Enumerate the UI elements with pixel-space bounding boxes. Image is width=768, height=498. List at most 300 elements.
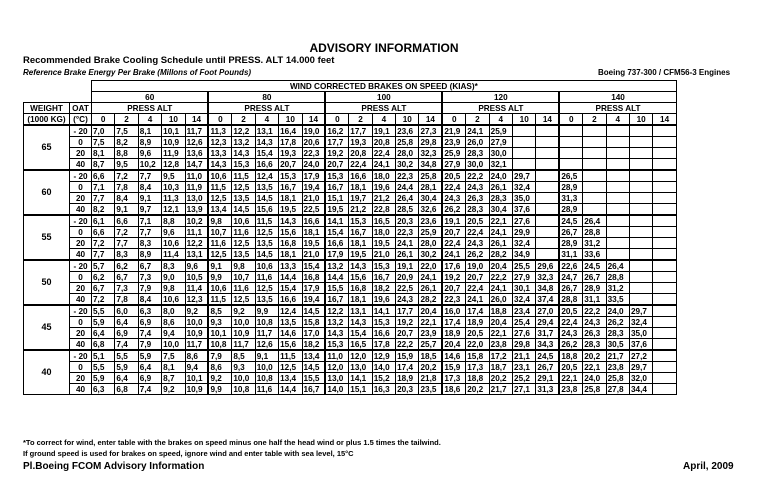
energy-value: 13,5 (279, 317, 302, 328)
energy-value: 18,1 (302, 227, 325, 238)
energy-value: 20,5 (559, 362, 582, 373)
energy-value: 22,4 (442, 182, 465, 193)
energy-value: 26,1 (489, 238, 512, 249)
energy-value: 18,9 (396, 373, 419, 384)
energy-value: 20,8 (349, 148, 372, 159)
energy-value: 13,1 (349, 305, 372, 317)
speed-label: 120 (442, 92, 559, 103)
energy-value: 37,6 (513, 204, 536, 216)
energy-value: 29,8 (513, 339, 536, 351)
energy-value: 9,9 (208, 272, 231, 283)
energy-value (583, 148, 606, 159)
energy-value: 9,4 (162, 328, 185, 339)
energy-value: 15,6 (349, 272, 372, 283)
energy-value: 10,8 (255, 317, 278, 328)
energy-value (653, 137, 676, 148)
energy-value: 17,7 (396, 305, 419, 317)
table-row (24, 238, 677, 249)
energy-value (653, 362, 676, 373)
footer-source: Pl.Boeing FCOM Advisory Information (23, 461, 205, 472)
energy-value: 8,0 (162, 305, 185, 317)
energy-value (629, 272, 652, 283)
energy-value: 15,3 (232, 159, 255, 171)
energy-value: 21,1 (513, 350, 536, 362)
energy-value: 22,4 (466, 227, 489, 238)
energy-value: 15,3 (349, 215, 372, 227)
alt-label: 0 (208, 114, 231, 126)
energy-value: 24,1 (442, 249, 465, 261)
energy-value: 14,3 (325, 328, 348, 339)
energy-value (536, 182, 559, 193)
energy-value (536, 148, 559, 159)
energy-value: 25,5 (513, 260, 536, 272)
oat-cell: - 20 (70, 305, 92, 317)
energy-value: 18,1 (279, 249, 302, 261)
energy-value (629, 170, 652, 182)
energy-value: 20,4 (419, 305, 442, 317)
energy-value: 8,3 (162, 260, 185, 272)
energy-value: 12,5 (232, 294, 255, 306)
energy-value (606, 159, 629, 171)
energy-value: 16,6 (302, 215, 325, 227)
energy-value: 8,6 (185, 350, 208, 362)
energy-value: 32,1 (489, 159, 512, 171)
alt-label: 4 (255, 114, 278, 126)
press-alt-header: PRESS ALT (325, 103, 442, 114)
energy-value: 13,3 (208, 148, 231, 159)
energy-value: 10,8 (255, 373, 278, 384)
energy-value: 7,5 (115, 125, 138, 137)
energy-value: 8,4 (138, 294, 161, 306)
table-row (24, 373, 677, 384)
energy-value: 11,7 (232, 339, 255, 351)
energy-value: 26,2 (606, 317, 629, 328)
oat-cell: - 20 (70, 260, 92, 272)
table-row (24, 193, 677, 204)
energy-value: 32,4 (513, 182, 536, 193)
energy-value (629, 238, 652, 249)
energy-value: 22,5 (302, 204, 325, 216)
energy-value: 21,2 (372, 193, 395, 204)
footnote-ground-speed: If ground speed is used for brakes on speed, ignore wind and enter table with sea level, 15°C (23, 449, 354, 458)
energy-value: 12,5 (255, 227, 278, 238)
oat-cell: 20 (70, 193, 92, 204)
energy-value: 20,2 (583, 350, 606, 362)
energy-value: 11,5 (279, 350, 302, 362)
energy-value: 19,4 (302, 294, 325, 306)
energy-value: 15,9 (442, 362, 465, 373)
energy-value: 24,0 (583, 373, 606, 384)
table-row (24, 249, 677, 261)
speed-label: 100 (325, 92, 442, 103)
corner-blank-2 (24, 92, 92, 103)
energy-value (606, 215, 629, 227)
energy-value: 10,3 (162, 182, 185, 193)
energy-value: 30,5 (606, 339, 629, 351)
weight-cell: 55 (24, 215, 70, 260)
energy-value: 9,0 (162, 272, 185, 283)
energy-value: 10,0 (232, 373, 255, 384)
energy-value: 18,2 (302, 339, 325, 351)
energy-value: 19,0 (302, 125, 325, 137)
energy-value: 28,8 (583, 227, 606, 238)
energy-value: 15,5 (302, 373, 325, 384)
table-row (24, 317, 677, 328)
energy-value: 7,5 (92, 137, 115, 148)
energy-value: 11,9 (185, 182, 208, 193)
energy-value: 16,8 (279, 238, 302, 249)
energy-value: 25,8 (606, 373, 629, 384)
energy-value (629, 159, 652, 171)
energy-value: 9,8 (162, 283, 185, 294)
energy-value (653, 148, 676, 159)
energy-value: 9,6 (138, 148, 161, 159)
alt-label: 4 (372, 114, 395, 126)
energy-value: 15,8 (302, 317, 325, 328)
energy-value (536, 159, 559, 171)
energy-value: 13,6 (185, 148, 208, 159)
page-title: ADVISORY INFORMATION (309, 41, 459, 55)
energy-value: 37,4 (536, 294, 559, 306)
energy-value: 6,4 (92, 328, 115, 339)
energy-value: 24,1 (372, 159, 395, 171)
energy-value: 14,3 (255, 137, 278, 148)
energy-value: 13,0 (185, 193, 208, 204)
energy-value: 5,5 (92, 362, 115, 373)
energy-value (559, 148, 582, 159)
oat-cell: 0 (70, 182, 92, 193)
energy-value: 24,1 (419, 272, 442, 283)
energy-value: 8,5 (232, 350, 255, 362)
energy-value: 30,2 (419, 249, 442, 261)
energy-value: 11,7 (255, 328, 278, 339)
energy-value: 32,4 (629, 317, 652, 328)
energy-value: 8,7 (162, 373, 185, 384)
alt-label: 4 (138, 114, 161, 126)
energy-value: 19,4 (302, 182, 325, 193)
energy-value: 20,4 (442, 339, 465, 351)
energy-value: 5,5 (92, 305, 115, 317)
energy-value: 14,3 (349, 260, 372, 272)
energy-value: 5,1 (92, 350, 115, 362)
energy-value: 28,8 (559, 294, 582, 306)
energy-value: 16,7 (372, 272, 395, 283)
energy-value: 24,3 (442, 193, 465, 204)
energy-value: 9,3 (208, 317, 231, 328)
energy-value: 10,6 (162, 238, 185, 249)
energy-value (653, 328, 676, 339)
energy-value (653, 227, 676, 238)
oat-cell: - 20 (70, 125, 92, 137)
energy-value (536, 204, 559, 216)
energy-value: 28,8 (606, 272, 629, 283)
energy-value: 7,2 (92, 238, 115, 249)
energy-value: 11,3 (162, 193, 185, 204)
energy-value: 12,0 (325, 362, 348, 373)
energy-value: 16,7 (302, 384, 325, 395)
energy-value (559, 159, 582, 171)
energy-value: 13,1 (185, 249, 208, 261)
energy-value: 19,6 (372, 182, 395, 193)
table-row (24, 182, 677, 193)
energy-value: 6,4 (115, 317, 138, 328)
energy-value: 10,6 (255, 260, 278, 272)
energy-value: 12,5 (232, 238, 255, 249)
energy-value: 6,7 (92, 283, 115, 294)
energy-value: 7,7 (138, 227, 161, 238)
energy-value (513, 148, 536, 159)
energy-value: 18,2 (372, 283, 395, 294)
energy-value: 22,4 (372, 148, 395, 159)
energy-value: 13,5 (232, 249, 255, 261)
energy-value: 29,7 (629, 305, 652, 317)
energy-value: 6,9 (138, 317, 161, 328)
energy-value (629, 125, 652, 137)
energy-value: 6,8 (115, 384, 138, 395)
energy-value: 7,8 (115, 182, 138, 193)
energy-value: 29,6 (536, 260, 559, 272)
energy-value: 20,7 (442, 227, 465, 238)
energy-value (583, 137, 606, 148)
energy-value: 7,9 (138, 283, 161, 294)
energy-value (536, 125, 559, 137)
energy-value: 10,6 (162, 294, 185, 306)
energy-value: 7,4 (138, 328, 161, 339)
energy-value: 9,1 (208, 260, 231, 272)
energy-value: 19,1 (442, 215, 465, 227)
energy-value: 17,6 (442, 260, 465, 272)
energy-value: 26,0 (466, 137, 489, 148)
energy-value: 27,2 (629, 350, 652, 362)
energy-value (559, 125, 582, 137)
energy-value: 32,4 (513, 238, 536, 249)
energy-value: 7,7 (92, 193, 115, 204)
energy-value: 27,9 (513, 272, 536, 283)
energy-value: 14,4 (279, 384, 302, 395)
energy-value: 10,6 (208, 170, 231, 182)
energy-value: 13,2 (232, 137, 255, 148)
energy-value: 18,8 (466, 373, 489, 384)
energy-value: 5,9 (92, 373, 115, 384)
energy-value: 8,2 (115, 137, 138, 148)
energy-value: 21,0 (302, 193, 325, 204)
energy-value (629, 227, 652, 238)
energy-value: 25,9 (419, 227, 442, 238)
energy-value: 30,2 (396, 159, 419, 171)
energy-value: 26,7 (559, 227, 582, 238)
energy-value: 20,5 (559, 305, 582, 317)
energy-value: 23,5 (419, 384, 442, 395)
alt-label: 10 (629, 114, 652, 126)
energy-value (653, 350, 676, 362)
energy-value: 22,0 (466, 339, 489, 351)
energy-value (606, 238, 629, 249)
energy-value: 20,7 (279, 159, 302, 171)
energy-value: 16,6 (255, 159, 278, 171)
press-alt-header: PRESS ALT (208, 103, 325, 114)
energy-value: 22,4 (349, 159, 372, 171)
energy-value: 6,7 (115, 272, 138, 283)
alt-label: 14 (185, 114, 208, 126)
energy-value (629, 283, 652, 294)
energy-value: 7,7 (138, 170, 161, 182)
energy-value: 17,9 (302, 283, 325, 294)
energy-value: 19,5 (325, 204, 348, 216)
energy-value: 34,8 (536, 283, 559, 294)
oat-cell: 20 (70, 373, 92, 384)
energy-value: 24,3 (396, 294, 419, 306)
table-row (24, 328, 677, 339)
energy-value: 26,0 (489, 294, 512, 306)
energy-value: 9,5 (115, 159, 138, 171)
energy-value: 14,5 (302, 305, 325, 317)
energy-value (583, 170, 606, 182)
table-row (24, 294, 677, 306)
energy-value: 8,3 (138, 238, 161, 249)
energy-value: 9,2 (208, 373, 231, 384)
energy-value: 7,4 (138, 384, 161, 395)
energy-value: 20,2 (466, 384, 489, 395)
table-row (24, 148, 677, 159)
energy-value: 16,0 (442, 305, 465, 317)
energy-value: 8,7 (92, 159, 115, 171)
energy-value (536, 193, 559, 204)
energy-value: 12,6 (185, 137, 208, 148)
energy-value: 21,9 (442, 125, 465, 137)
energy-value: 24,1 (466, 294, 489, 306)
energy-value: 22,4 (466, 283, 489, 294)
energy-value: 18,5 (419, 350, 442, 362)
press-alt-header: PRESS ALT (559, 103, 676, 114)
energy-value: 28,3 (466, 204, 489, 216)
energy-value (629, 260, 652, 272)
energy-value: 11,3 (208, 125, 231, 137)
energy-value: 15,3 (372, 317, 395, 328)
energy-value: 18,1 (349, 294, 372, 306)
energy-value: 15,4 (325, 227, 348, 238)
weight-header: WEIGHT (24, 103, 70, 114)
energy-value: 27,6 (513, 215, 536, 227)
energy-value: 7,1 (138, 215, 161, 227)
energy-value (653, 305, 676, 317)
energy-value: 22,8 (372, 204, 395, 216)
energy-value (653, 204, 676, 216)
energy-value: 11,5 (208, 294, 231, 306)
energy-value: 17,4 (466, 305, 489, 317)
energy-value: 6,4 (115, 373, 138, 384)
energy-value (536, 249, 559, 261)
energy-value: 7,3 (115, 283, 138, 294)
energy-value (606, 148, 629, 159)
weight-cell: 60 (24, 170, 70, 215)
energy-value: 16,6 (279, 294, 302, 306)
energy-value (513, 159, 536, 171)
energy-value: 22,0 (419, 260, 442, 272)
energy-value: 17,9 (302, 170, 325, 182)
energy-value: 15,4 (279, 283, 302, 294)
energy-value: 26,1 (396, 249, 419, 261)
energy-value: 23,8 (489, 339, 512, 351)
energy-value: 31,3 (559, 193, 582, 204)
energy-value: 30,4 (489, 204, 512, 216)
energy-value: 18,1 (349, 238, 372, 249)
energy-value (583, 125, 606, 137)
energy-value: 14,4 (279, 272, 302, 283)
energy-value: 22,3 (396, 170, 419, 182)
energy-value: 10,9 (185, 384, 208, 395)
energy-value: 15,1 (349, 384, 372, 395)
table-row (24, 350, 677, 362)
energy-value: 16,7 (325, 294, 348, 306)
energy-value: 27,8 (606, 384, 629, 395)
alt-label: 14 (653, 114, 676, 126)
energy-value: 23,9 (442, 137, 465, 148)
energy-value: 24,0 (489, 170, 512, 182)
alt-label: 10 (279, 114, 302, 126)
speed-header: WIND CORRECTED BRAKES ON SPEED (KIAS)* (92, 81, 677, 92)
energy-value: 22,4 (559, 317, 582, 328)
energy-value: 11,6 (255, 384, 278, 395)
energy-value: 31,1 (583, 294, 606, 306)
energy-value: 19,3 (349, 137, 372, 148)
energy-value: 9,2 (232, 305, 255, 317)
energy-value: 17,4 (442, 317, 465, 328)
energy-value: 8,6 (162, 317, 185, 328)
table-row (24, 384, 677, 395)
energy-value: 20,6 (302, 137, 325, 148)
weight-cell: 40 (24, 350, 70, 395)
energy-value: 25,4 (513, 317, 536, 328)
alt-label: 10 (396, 114, 419, 126)
energy-value: 15,9 (396, 350, 419, 362)
energy-value: 8,8 (162, 215, 185, 227)
energy-value: 16,6 (372, 328, 395, 339)
oat-cell: 0 (70, 227, 92, 238)
energy-value: 19,5 (349, 249, 372, 261)
energy-value: 13,5 (255, 182, 278, 193)
energy-value: 10,6 (232, 215, 255, 227)
energy-value: 24,5 (583, 260, 606, 272)
energy-value: 9,2 (162, 384, 185, 395)
energy-value: 14,4 (325, 272, 348, 283)
energy-value: 22,1 (559, 373, 582, 384)
energy-value: 20,5 (466, 215, 489, 227)
energy-value: 13,5 (232, 193, 255, 204)
corner-blank (24, 81, 92, 92)
energy-value: 17,7 (349, 125, 372, 137)
energy-value: 34,3 (536, 339, 559, 351)
energy-value (536, 227, 559, 238)
energy-value: 28,3 (583, 339, 606, 351)
energy-value: 20,4 (489, 260, 512, 272)
energy-value: 9,1 (138, 193, 161, 204)
energy-value: 20,2 (489, 373, 512, 384)
energy-value: 21,7 (489, 384, 512, 395)
energy-value: 22,1 (419, 317, 442, 328)
energy-value: 26,4 (606, 260, 629, 272)
energy-value: 26,2 (559, 339, 582, 351)
energy-value: 15,3 (325, 170, 348, 182)
energy-value: 35,0 (629, 328, 652, 339)
alt-label: 0 (559, 114, 582, 126)
energy-value: 19,5 (302, 238, 325, 249)
energy-value (653, 384, 676, 395)
energy-value: 11,6 (232, 227, 255, 238)
energy-value: 10,2 (138, 159, 161, 171)
energy-value: 24,1 (466, 125, 489, 137)
energy-value (653, 215, 676, 227)
weight-cell: 50 (24, 260, 70, 305)
